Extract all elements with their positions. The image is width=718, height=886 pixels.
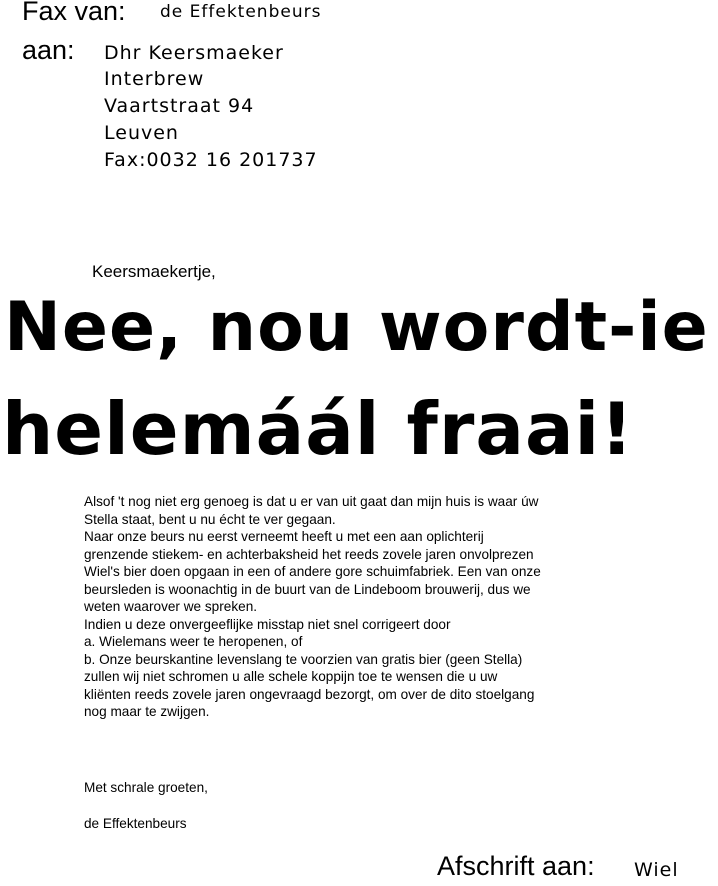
body-line: kliënten reeds zovele jaren ongevraagd bezorgt, om over de dito stoelgang <box>84 686 535 702</box>
body-line: Alsof 't nog niet erg genoeg is dat u er van uit gaat dan mijn huis is waar úw <box>84 494 539 509</box>
recipient-city: Leuven <box>104 122 179 144</box>
body-line: zullen wij niet schromen u alle schele koppijn toe te wensen die u uw <box>84 669 498 684</box>
closing: Met schrale groeten, <box>84 780 208 795</box>
letter-body <box>84 493 541 721</box>
body-line: Stella staat, bent u nu écht te ver gegaan. <box>84 511 336 527</box>
salutation: Keersmaekertje, <box>92 262 216 281</box>
body-line: b. Onze beurskantine levenslang te voorzien van gratis bier (geen Stella) <box>84 651 523 667</box>
fax-from-value: de Effektenbeurs <box>160 2 322 22</box>
recipient-street: Vaartstraat 94 <box>104 95 255 117</box>
recipient-fax: Fax:0032 16 201737 <box>104 149 318 171</box>
body-line: a. Wielemans weer te heropenen, of <box>84 634 303 649</box>
cc-value: Wiel <box>634 859 679 881</box>
body-line: weten waarover we spreken. <box>84 599 258 614</box>
cc-label: Afschrift aan: <box>437 851 595 881</box>
body-line: Naar onze beurs nu eerst verneemt heeft u met een aan oplichterij <box>84 529 484 544</box>
fax-from-label: Fax van: <box>22 0 126 26</box>
signature: de Effektenbeurs <box>84 816 187 831</box>
recipient-name: Dhr Keersmaeker <box>104 42 284 64</box>
recipient-company: Interbrew <box>104 68 205 90</box>
headline-line-2: helemáál fraai! <box>2 387 635 471</box>
body-line: nog maar te zwijgen. <box>84 704 210 719</box>
body-line: beursleden is woonachtig in de buurt van de Lindeboom brouwerij, dus we <box>84 581 531 597</box>
headline-line-1: Nee, nou wordt-ie <box>4 288 709 367</box>
body-line: Indien u deze onvergeeflijke misstap niet snel corrigeert door <box>84 616 451 632</box>
body-line: grenzende stiekem- en achterbaksheid het reeds zovele jaren onvolprezen <box>84 546 534 562</box>
to-label: aan: <box>22 35 75 65</box>
body-line: Wiel's bier doen opgaan in een of andere gore schuimfabriek. Een van onze <box>84 564 541 579</box>
